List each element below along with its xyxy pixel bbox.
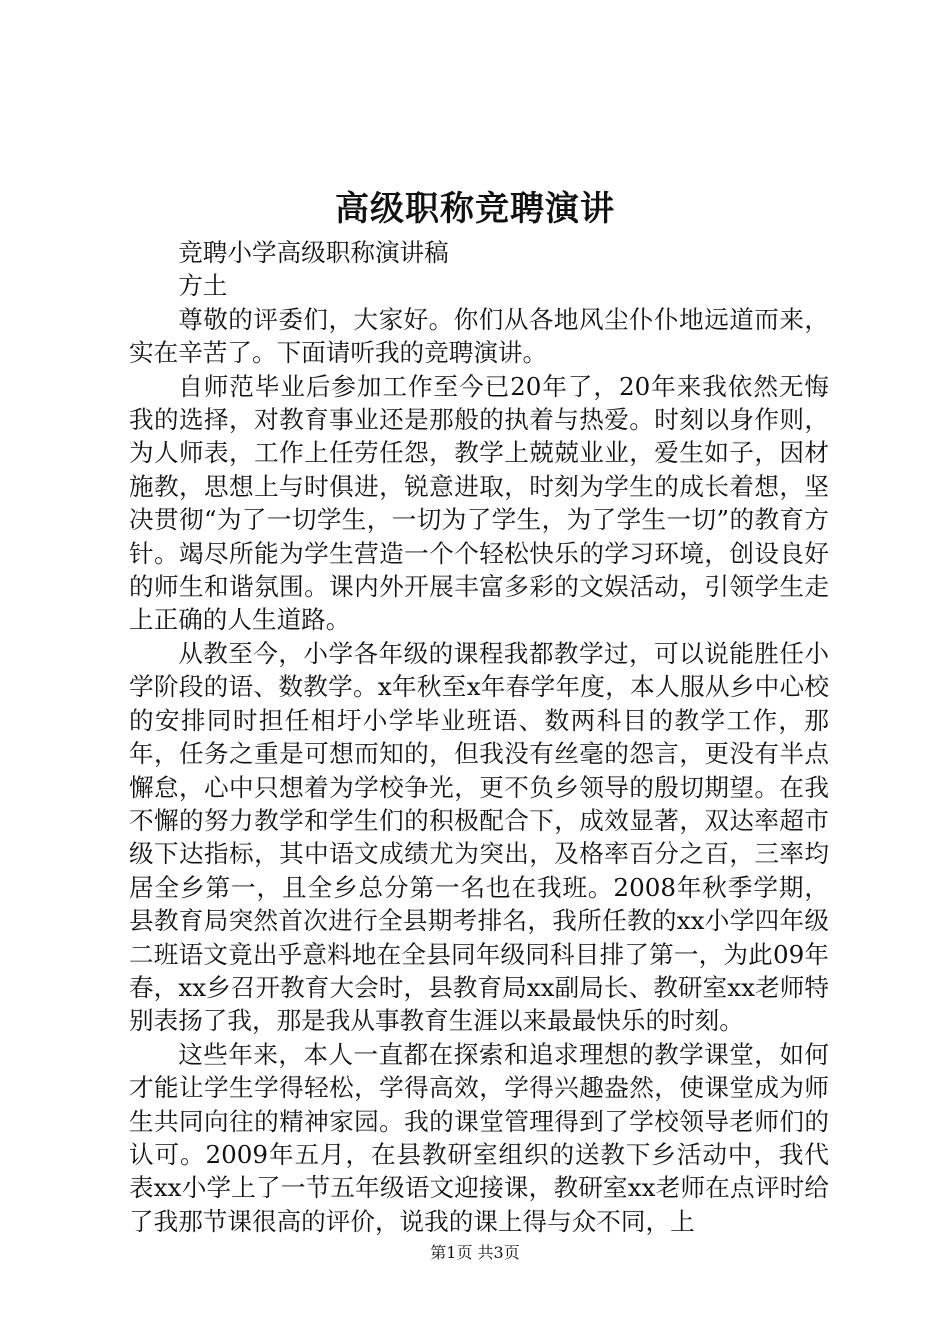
- document-title: 高级职称竞聘演讲: [335, 189, 615, 229]
- paragraph-subtitle: 竞聘小学高级职称演讲稿: [178, 238, 449, 267]
- paragraph-greeting: 尊敬的评委们，大家好。你们从各地风尘仆仆地远道而来，实在辛苦了。下面请听我的竞聘演讲。: [129, 304, 829, 368]
- document-body: [129, 236, 829, 1238]
- paragraph-teaching: 从教至今，小学各年级的课程我都教学过，可以说能胜任小学阶段的语、数教学。x年秋至x年春学年度，本人服从乡中心校的安排同时担任相圩小学毕业班语、数两科目的教学工作，那年，任务之重是可想而知的，但我没有丝毫的怨言，更没有半点懈怠，心中只想着为学校争光，更不负乡领导的殷切期望。在我不懈的努力教学和学生们的积极配合下，成效显著，双达率超市级下达指标，其中语文成绩尤为突出，及格率百分之百，三率均居全乡第一，且全乡总分第一名也在我班。2008年秋季学期，县教育局突然首次进行全县期考排名，我所任教的xx小学四年级二班语文竟出乎意料地在全县同年级同科目排了第一，为此09年春，xx乡召开教育大会时，县教育局xx副局长、教研室xx老师特别表扬了我，那是我从事教育生涯以来最最快乐的时刻。: [129, 638, 829, 1036]
- paragraph-author: 方土: [178, 271, 228, 301]
- paragraph-classroom: 这些年来，本人一直都在探索和追求理想的教学课堂，如何才能让学生学得轻松，学得高效，学得兴趣盎然，使课堂成为师生共同向往的精神家园。我的课堂管理得到了学校领导老师们的认可。2009年五月，在县教研室组织的送教下乡活动中，我代表xx小学上了一节五年级语文迎接课，教研室xx老师在点评时给了我那节课很高的评价，说我的课上得与众不同，上: [129, 1039, 829, 1236]
- paragraph-career: 自师范毕业后参加工作至今已20年了，20年来我依然无悔我的选择，对教育事业还是那般的执着与热爱。时刻以身作则，为人师表，工作上任劳任怨，教学上兢兢业业，爱生如子，因材施教，思想上与时俱进，锐意进取，时刻为学生的成长着想，坚决贯彻“为了一切学生，一切为了学生，为了学生一切”的教育方针。竭尽所能为学生营造一个个轻松快乐的学习环境，创设良好的师生和谐氛围。课内外开展丰富多彩的文娱活动，引领学生走上正确的人生道路。: [129, 371, 829, 635]
- page-number-footer: 第1页 共3页: [430, 1243, 520, 1262]
